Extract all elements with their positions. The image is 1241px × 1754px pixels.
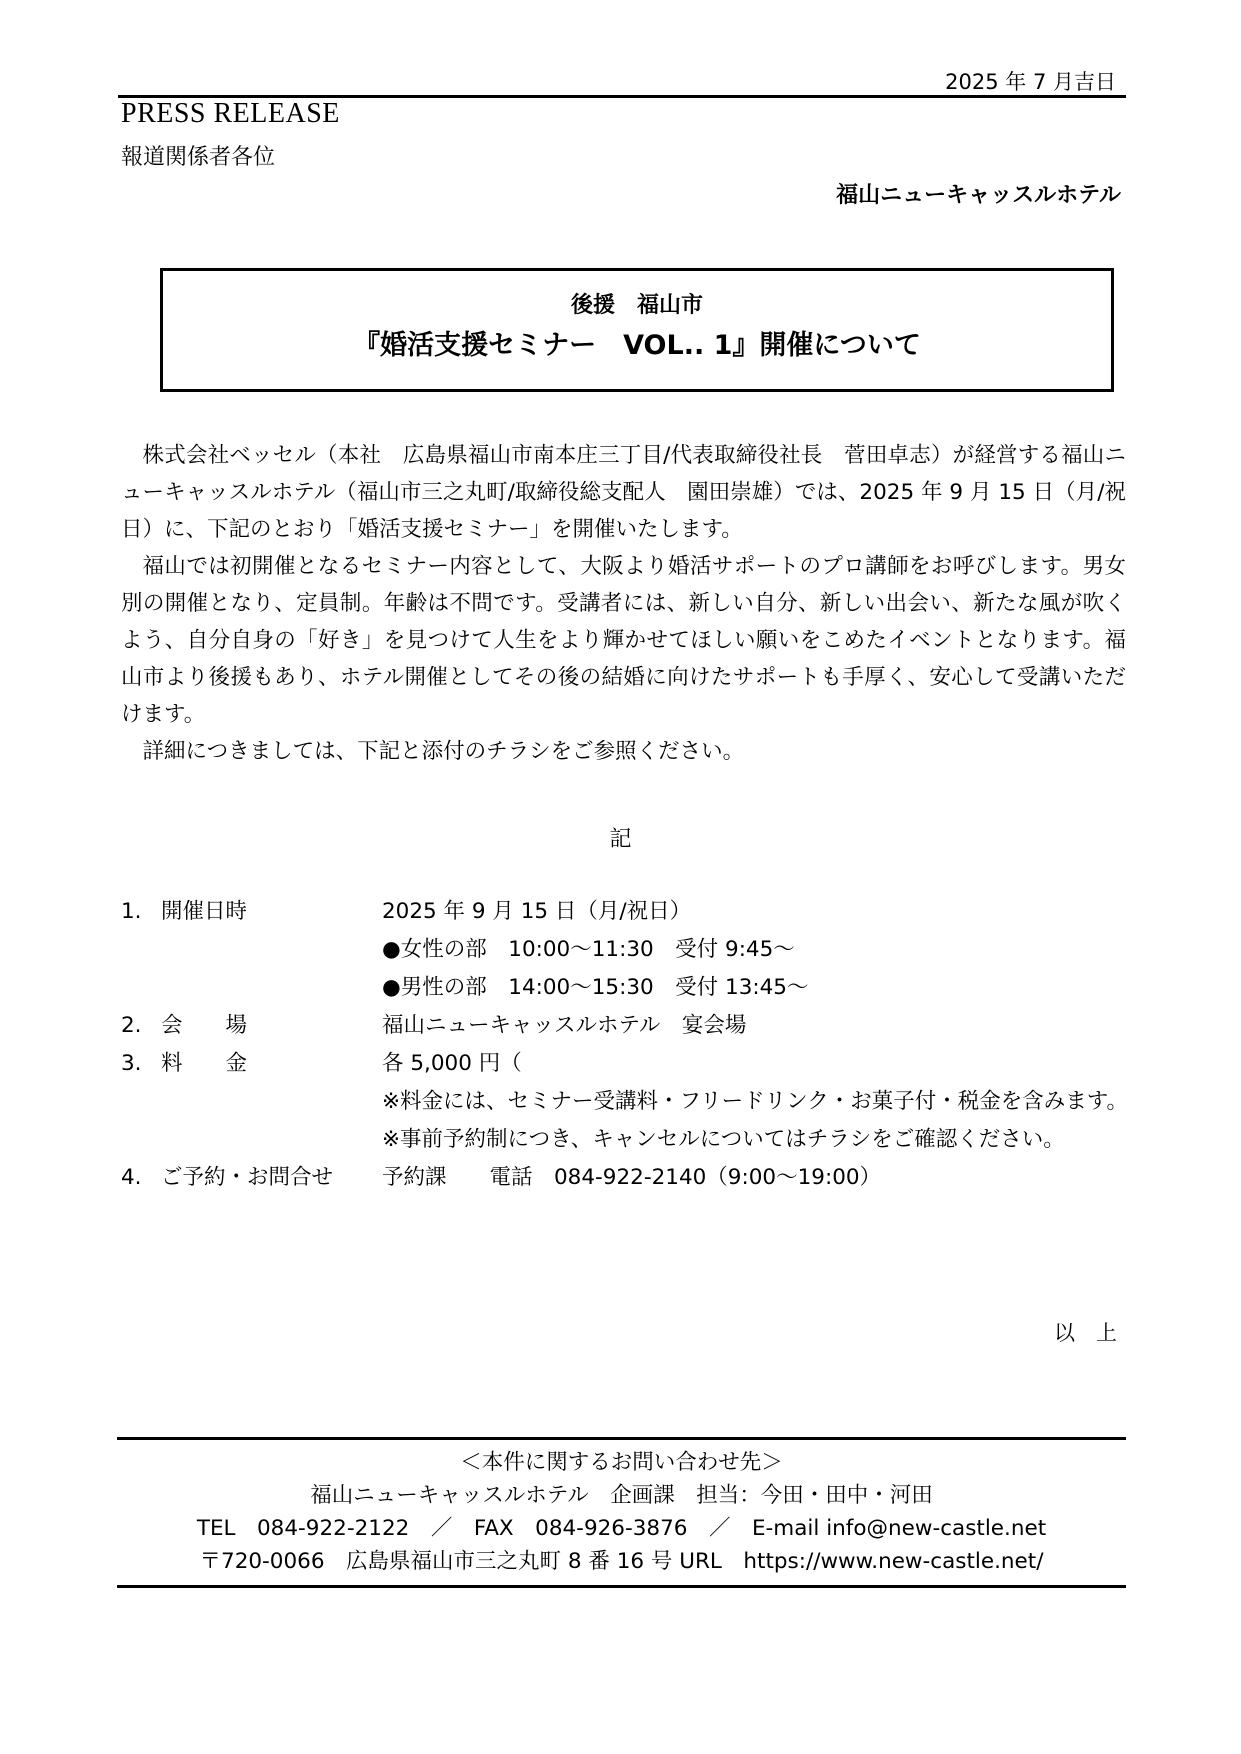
detail-value: ●女性の部 10:00～11:30 受付 9:45～ [382,937,795,962]
body-paragraph: 詳細につきましては、下記と添付のチラシをご参照ください。 [142,739,745,764]
detail-number: 2. [121,1013,142,1038]
support-line: 後援 福山市 [570,293,703,318]
footer-divider-top [117,1437,1126,1440]
detail-value: ※料金には、セミナー受講料・フリードリンク・お菓子付・税金を含みます。 [382,1089,1129,1114]
detail-value: ※事前予約制につき、キャンセルについてはチラシをご確認ください。 [382,1127,1065,1152]
footer-contact: TEL 084-922-2122 ／ FAX 084-926-3876 ／ E-mail info@new-castle.net [196,1516,1047,1541]
footer-heading: ＜本件に関するお問い合わせ先＞ [460,1450,783,1475]
closing-mark: 以 上 [1054,1321,1117,1345]
document-title: 『婚活支援セミナー VOL.. 1』開催について [353,330,921,361]
detail-label: ご予約・お問合せ [161,1165,334,1190]
detail-value: ●男性の部 14:00～15:30 受付 13:45～ [382,975,809,1000]
issuing-company: 福山ニューキャッスルホテル [836,183,1121,208]
recipients: 報道関係者各位 [121,145,276,170]
footer-address: 〒720-0066 広島県福山市三之丸町 8 番 16 号 URL https://www.new-castle.net/ [199,1549,1044,1574]
detail-row [121,1045,1142,1083]
detail-row [121,893,1142,931]
footer-department: 福山ニューキャッスルホテル 企画課 担当：今田・田中・河田 [310,1483,933,1508]
body-paragraph: 福山では初開催となるセミナー内容として、大阪より婚活サポートのプロ講師をお呼びします。男女別の開催となり、定員制。年齢は不問です。受講者には、新しい自分、新しい出会い、新たな風が吹くよう、自分自身の「好き」を見つけて人生をより輝かせてほしい願いをこめたイベントとなります。福山市より後援もあり、ホテル開催としてその後の結婚に向けたサポートも手厚く、安心して受講いただけます。 [121,554,1126,727]
body-text [121,437,1126,770]
detail-row [121,1121,1142,1159]
details-list [121,893,1142,1197]
detail-number [121,1083,161,1121]
footer-divider-bottom [117,1585,1126,1588]
detail-number: 4. [121,1165,142,1190]
detail-value: 2025 年 9 月 15 日（月/祝日） [382,899,692,924]
release-date: 2025 年 7 月吉日 [945,70,1116,94]
contact-footer [117,1446,1126,1578]
ki-heading: 記 [609,827,632,852]
title-box [160,268,1114,392]
detail-number [121,1121,161,1159]
detail-row [121,1159,1142,1197]
detail-row [121,1083,1142,1121]
detail-label: 開催日時 [161,899,248,924]
press-release-heading: PRESS RELEASE [121,98,340,129]
detail-number: 3. [121,1051,142,1076]
detail-number [121,969,161,1007]
detail-label [161,1083,382,1121]
detail-value: 各 5,000 円（ [382,1051,522,1076]
detail-label [161,1121,382,1159]
detail-number: 1. [121,899,142,924]
detail-number [121,931,161,969]
detail-value: 福山ニューキャッスルホテル 宴会場 [382,1013,747,1038]
detail-row [121,969,1142,1007]
detail-label [161,931,382,969]
detail-label: 会 場 [161,1013,248,1038]
detail-row [121,931,1142,969]
detail-value: 予約課 電話 084-922-2140（9:00～19:00） [382,1165,882,1190]
detail-label: 料 金 [161,1051,248,1076]
detail-row [121,1007,1142,1045]
detail-label [161,969,382,1007]
body-paragraph: 株式会社ベッセル（本社 広島県福山市南本庄三丁目/代表取締役社長 菅田卓志）が経営する福山ニューキャッスルホテル（福山市三之丸町/取締役総支配人 園田崇雄）では、2025 年 9 月 15 日（月/祝日）に、下記のとおり「婚活支援セミナー」を開催いたします。 [121,443,1126,542]
